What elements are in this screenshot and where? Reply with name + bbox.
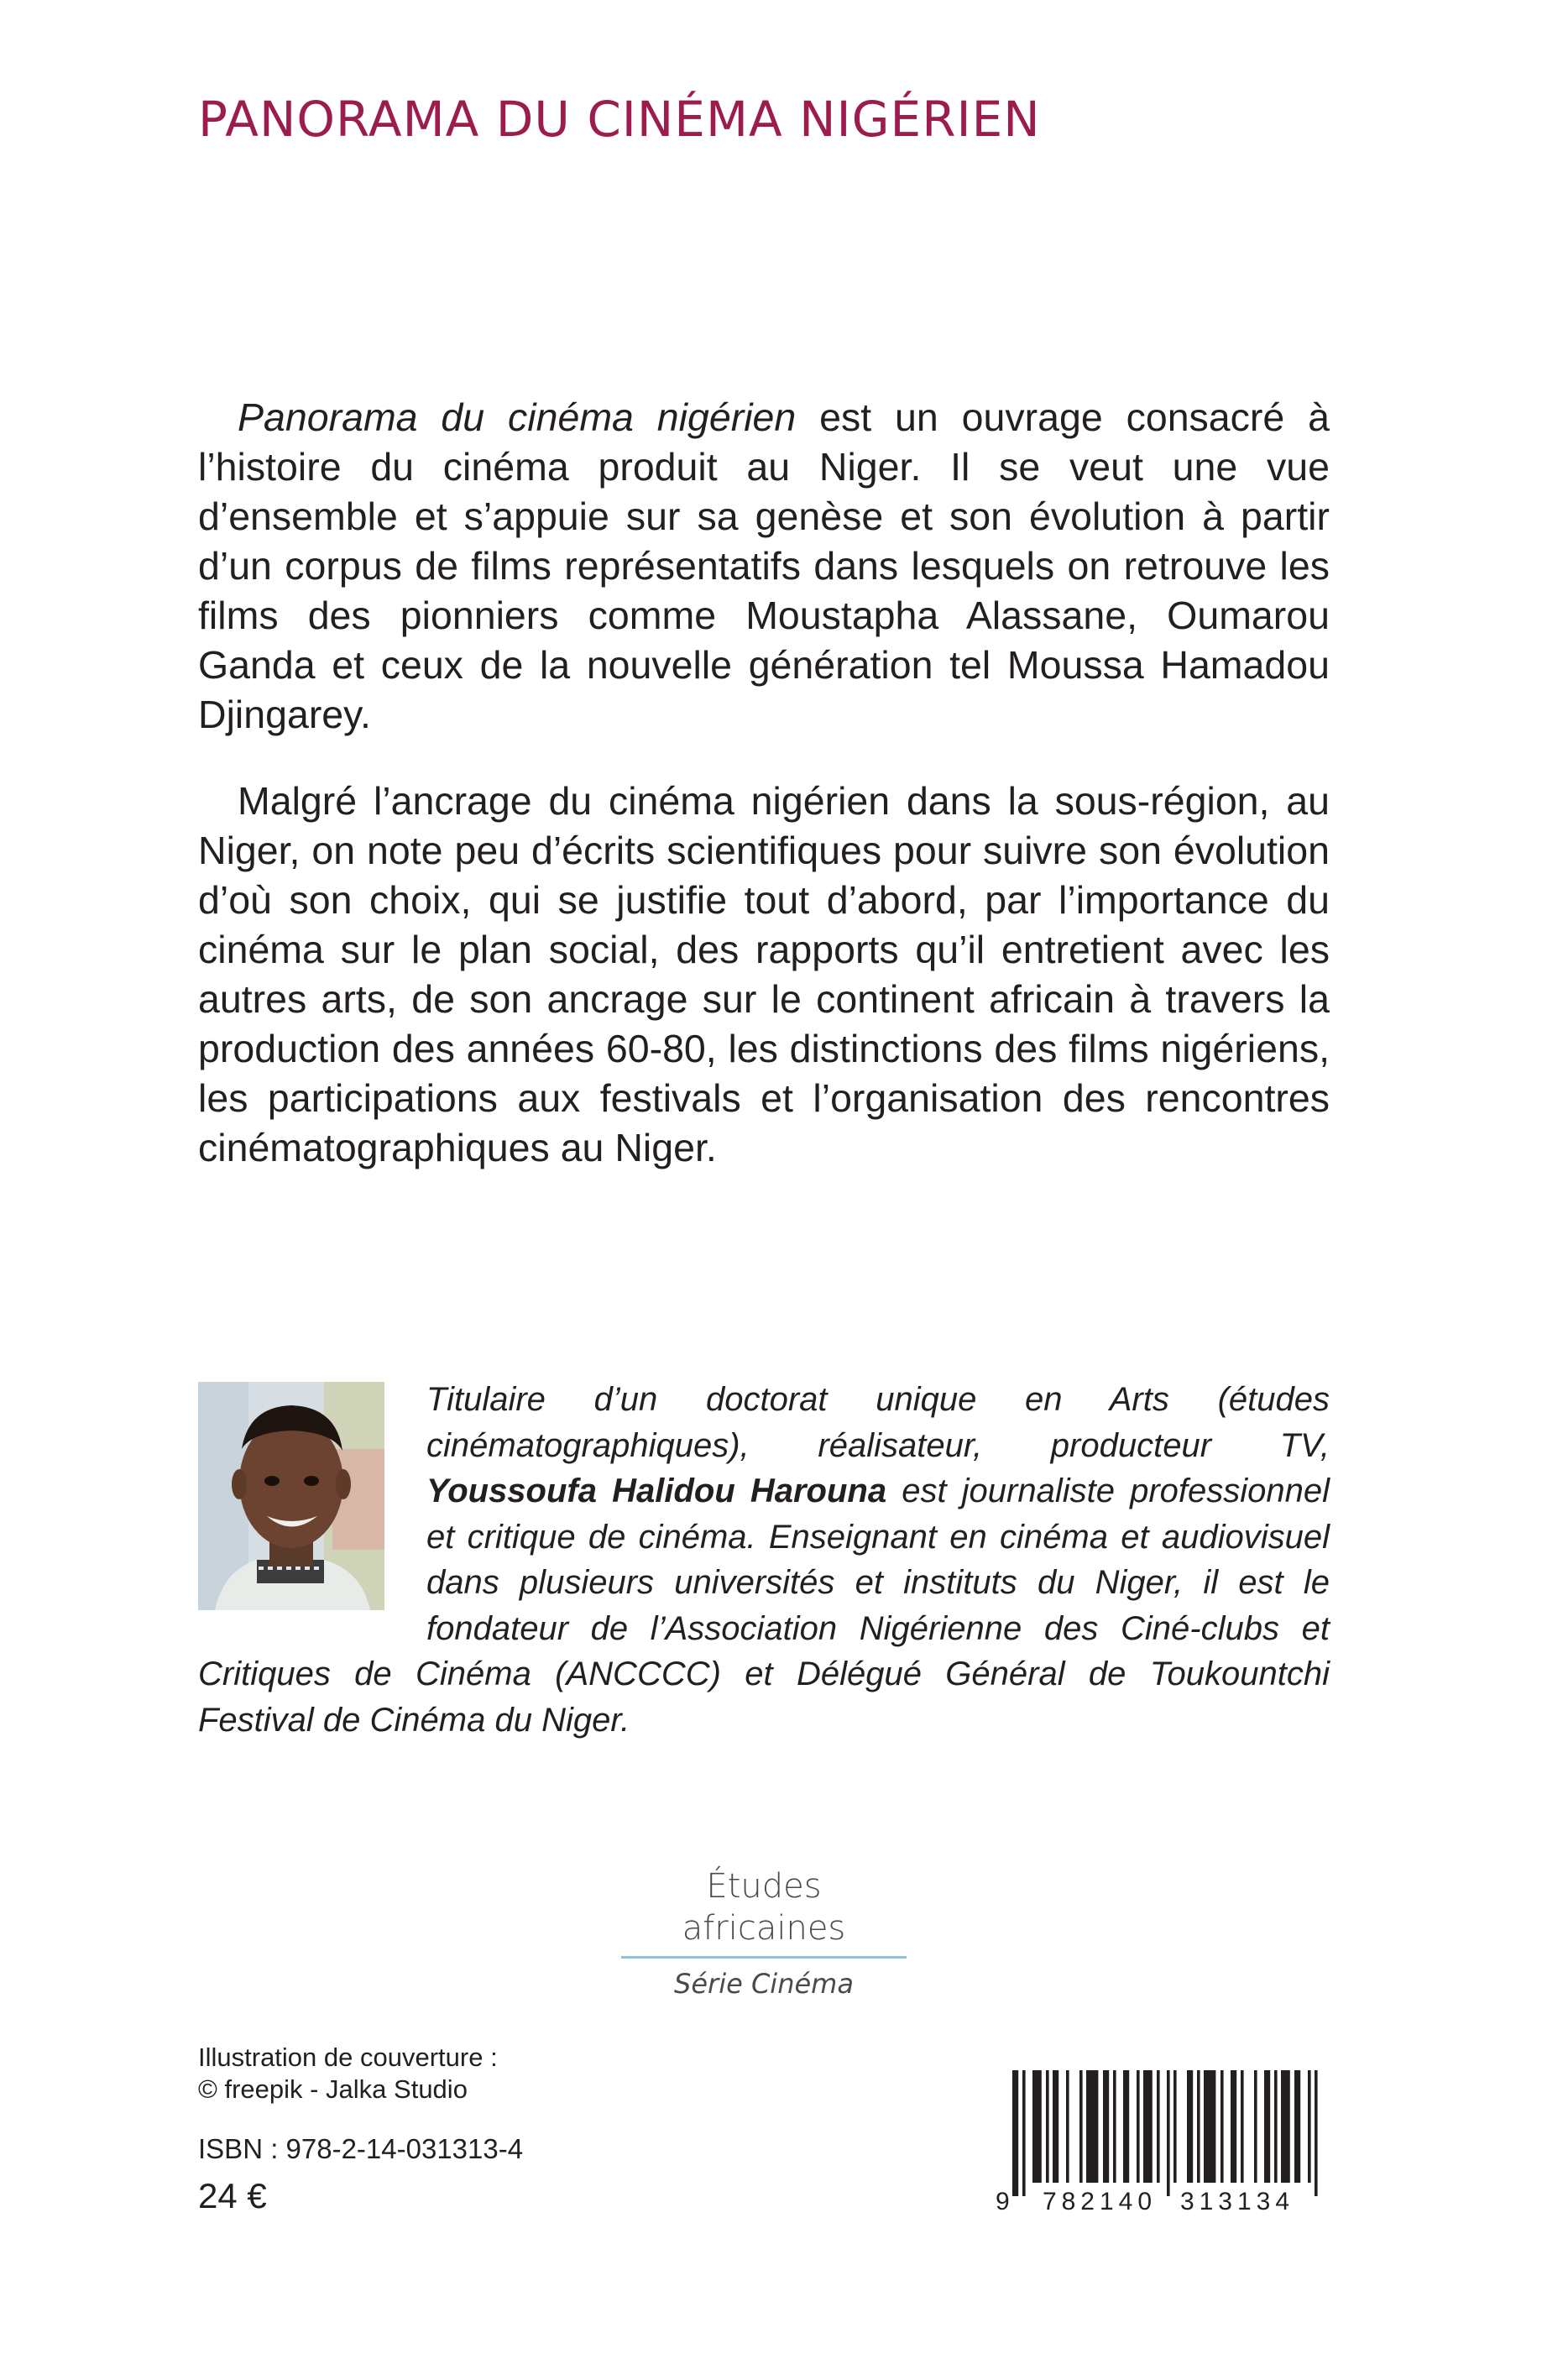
barcode-bar [1254,2070,1257,2183]
barcode-bar [1274,2070,1278,2183]
isbn: ISBN : 978-2-14-031313-4 [198,2133,524,2164]
barcode-bar [1221,2070,1224,2183]
barcode-bar [1294,2070,1300,2183]
author-bio-block [198,1377,1330,1743]
barcode-bar [1022,2070,1026,2196]
credits-line-1: Illustration de couverture : [198,2043,498,2072]
barcode-lead-digit: 9 [996,2188,1010,2215]
author-name: Youssoufa Halidou Harouna [426,1472,887,1509]
barcode-bar [1197,2070,1200,2183]
barcode-bars [1012,2070,1318,2196]
barcode-bar [1113,2070,1116,2183]
barcode-bar [1053,2070,1058,2183]
barcode-bar [1157,2070,1160,2183]
barcode-group-1: 782140 [1042,2188,1158,2215]
barcode-bar [1231,2070,1236,2183]
series-subseries: Série Cinéma [674,1968,854,2000]
series-name: Études africaines [621,1865,907,1959]
cover-credits [198,2042,498,2105]
isbn-barcode [994,2070,1330,2215]
barcode-bar [1123,2070,1129,2183]
barcode-bar [1103,2070,1109,2183]
summary-title-italic: Panorama du cinéma nigérien [238,395,797,439]
author-bio-part1: Titulaire d’un doctorat unique en Arts (études cinématographiques), réalisateur, producteur TV, [426,1381,1330,1464]
barcode-bar [1204,2070,1215,2183]
author-bio-part2: est journaliste professionnel et critique de cinéma. Enseignant en cinéma et audiovisuel dans plusieurs universités et instituts du Niger, il est le fondateur de l’Association Nigérienne des Ciné-clubs et Critiques de Cinéma (ANCCCC) et Délégué Général de Toukountchi Festival de Cinéma du Niger. [198,1472,1330,1739]
barcode-bar [1308,2070,1311,2183]
barcode-bar [1086,2070,1098,2183]
barcode-bar [1079,2070,1083,2183]
credits-line-2: © freepik - Jalka Studio [198,2074,468,2104]
barcode-group-2: 313134 [1179,2188,1295,2215]
summary-p1-text: est un ouvrage consacré à l’histoire du cinéma produit au Niger. Il se veut une vue d’ensemble et s’appuie sur sa genèse et son évolution à partir d’un corpus de films représentatifs dans lesquels on retrouve les films des pionniers comme Moustapha Alassane, Oumarou Ganda et ceux de la nouvelle génération tel Moussa Hamadou Djingarey. [198,395,1330,736]
price: 24 € [198,2176,267,2215]
barcode-bar [1187,2070,1193,2183]
summary-paragraph-1 [198,393,1330,740]
barcode-bar [1241,2070,1244,2183]
barcode-bar [1315,2070,1318,2196]
book-title: PANORAMA DU CINÉMA NIGÉRIEN [198,91,1041,148]
barcode-bar [1264,2070,1270,2183]
barcode-bar [1143,2070,1153,2183]
barcode-bar [1281,2070,1290,2183]
barcode-bar [1173,2070,1177,2183]
barcode-bar [1066,2070,1069,2183]
barcode-bar [1046,2070,1049,2183]
author-photo [198,1382,384,1610]
summary-paragraph-2: Malgré l’ancrage du cinéma nigérien dans la sous-région, au Niger, on note peu d’écrits scientifiques pour suivre son évolution d’où son choix, qui se justifie tout d’abord, par l’importance du cinéma sur le plan social, des rapports qu’il entretient avec les autres arts, de son ancrage sur le continent africain à travers la production des années 60-80, les distinctions des films nigériens, les participations aux festivals et l’organisation des rencontres cinématographiques au Niger. [198,779,1330,1169]
book-summary [198,393,1330,1210]
barcode-bar [1167,2070,1170,2196]
barcode-bar [1012,2070,1018,2196]
barcode-bar [1032,2070,1042,2183]
barcode-bar [1137,2070,1140,2183]
series-logo [621,1865,907,2002]
